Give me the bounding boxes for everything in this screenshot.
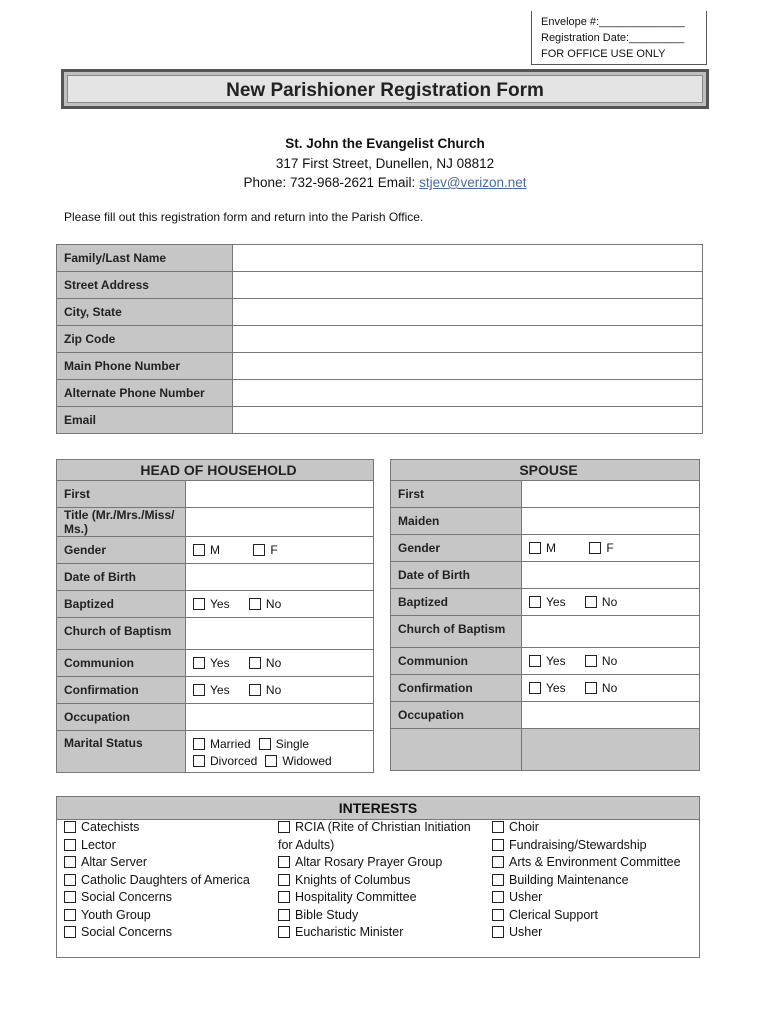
interest-label: Usher [509,890,543,904]
family-row [57,407,703,434]
sp-marital-blank [391,729,522,771]
interest-checkbox[interactable] [278,926,290,938]
instructions: Please fill out this registration form and return into the Parish Office. [64,210,424,224]
church-email-link[interactable]: stjev@verizon.net [419,175,527,190]
hh-baptized-label: Baptized [57,591,186,618]
interest-item-continuation: for Adults) [278,837,335,852]
interest-checkbox[interactable] [278,909,290,921]
hh-title-hint: (Mr./Mrs./Miss/ Ms.) [64,508,175,536]
family-row [57,353,703,380]
spouse-heading: SPOUSE [391,460,700,481]
sp-communion-yes-label: Yes [546,654,566,668]
head-of-household-table [56,459,374,773]
sp-communion-yes-checkbox[interactable] [529,655,541,667]
family-row [57,380,703,407]
interest-label: Choir [509,820,539,834]
hh-dob-input[interactable] [186,564,374,591]
hh-marital-status-options [186,731,374,773]
hh-confirmation-yes-label: Yes [210,683,230,697]
family-row [57,272,703,299]
interest-label: Catechists [81,820,140,834]
interest-item [492,854,681,872]
spouse-table [390,459,700,771]
sp-female-checkbox[interactable] [589,542,601,554]
interest-item [278,872,471,890]
interest-item [492,837,681,855]
family-field-input[interactable] [233,407,703,434]
interest-item [64,889,250,907]
hh-baptized-yes-label: Yes [210,597,230,611]
interests-section [56,796,700,958]
sp-baptized-yes-checkbox[interactable] [529,596,541,608]
hh-gender-label: Gender [57,537,186,564]
sp-confirmation-label: Confirmation [391,675,522,702]
interest-item [64,819,250,837]
sp-communion-options [522,648,700,675]
sp-confirmation-no-checkbox[interactable] [585,682,597,694]
hh-occupation-input[interactable] [186,704,374,731]
sp-baptized-options [522,589,700,616]
interest-checkbox[interactable] [278,891,290,903]
sp-confirmation-yes-label: Yes [546,681,566,695]
hh-title-input[interactable] [186,508,374,537]
hh-male-label: M [210,543,220,557]
hh-marital-status-label: Marital Status [57,731,186,773]
interest-label: Catholic Daughters of America [81,872,250,887]
widowed-checkbox[interactable] [265,755,277,767]
church-contact [0,173,770,192]
interest-item [278,819,471,837]
interest-item [278,854,471,872]
interest-item [64,872,250,890]
family-info-table [56,244,703,434]
sp-church-baptism-input[interactable] [522,616,700,648]
church-name: St. John the Evangelist Church [285,136,485,151]
family-row [57,299,703,326]
hh-occupation-label: Occupation [57,704,186,731]
interest-checkbox[interactable] [492,926,504,938]
interest-label: Social Concerns [81,925,173,939]
hh-baptized-options [186,591,374,618]
family-field-input[interactable] [233,380,703,407]
family-field-input[interactable] [233,299,703,326]
interests-column-3 [492,819,681,942]
interest-item [64,924,250,942]
interest-label: Hospitality Committee [295,890,417,904]
sp-gender-options [522,535,700,562]
family-field-label: Zip Code [57,326,233,353]
interest-checkbox[interactable] [492,891,504,903]
sp-maiden-label: Maiden [391,508,522,535]
interest-checkbox[interactable] [278,821,290,833]
hh-confirmation-no-checkbox[interactable] [249,684,261,696]
single-checkbox[interactable] [259,738,271,750]
interest-label: Arts & Environment Committee [509,855,681,869]
sp-baptized-no-checkbox[interactable] [585,596,597,608]
hh-dob-label: Date of Birth [57,564,186,591]
interest-checkbox[interactable] [492,839,504,851]
title-banner [61,69,709,109]
sp-confirmation-no-label: No [601,681,618,695]
interest-label: Bible Study [295,907,359,922]
sp-occupation-label: Occupation [391,702,522,729]
interest-item [278,907,471,925]
hh-communion-options [186,650,374,677]
family-field-label: Email [57,407,233,434]
head-of-household-heading: HEAD OF HOUSEHOLD [57,460,374,481]
interest-label: RCIA (Rite of Christian Initiation [295,820,471,834]
interest-item [492,819,681,837]
hh-female-label: F [270,543,278,557]
family-row [57,245,703,272]
interests-column-2-list [278,854,471,942]
interest-label: Clerical Support [509,907,598,922]
interest-checkbox[interactable] [64,909,76,921]
interest-item [492,872,681,890]
divorced-label: Divorced [210,753,258,768]
interest-checkbox[interactable] [492,856,504,868]
family-field-label: Alternate Phone Number [57,380,233,407]
hh-male-checkbox[interactable] [193,544,205,556]
interest-item [278,889,471,907]
hh-title-text: Title [64,508,89,522]
sp-communion-no-checkbox[interactable] [585,655,597,667]
interest-label: Social Concerns [81,890,173,904]
interest-checkbox[interactable] [64,839,76,851]
interest-item [64,907,250,925]
sp-occupation-input[interactable] [522,702,700,729]
church-phone: Phone: 732-968-2621 Email: [243,175,420,190]
interest-item [492,889,681,907]
hh-confirmation-label: Confirmation [57,677,186,704]
interest-checkbox[interactable] [278,874,290,886]
family-field-label: Main Phone Number [57,353,233,380]
interest-label: Youth Group [81,907,151,922]
family-row [57,326,703,353]
interest-checkbox[interactable] [64,874,76,886]
sp-female-label: F [606,541,614,555]
family-field-input[interactable] [233,353,703,380]
interest-checkbox[interactable] [492,874,504,886]
family-field-label: Family/Last Name [57,245,233,272]
interest-checkbox[interactable] [64,891,76,903]
widowed-label: Widowed [282,753,332,768]
form-title: New Parishioner Registration Form [67,75,703,103]
interest-item [64,837,250,855]
interest-label: Building Maintenance [509,872,629,887]
sp-communion-no-label: No [601,654,618,668]
interest-item [64,854,250,872]
interest-label: Usher [509,925,543,939]
hh-baptized-yes-checkbox[interactable] [193,598,205,610]
interest-checkbox[interactable] [64,856,76,868]
sp-first-label: First [391,481,522,508]
interests-column-2 [278,819,471,942]
family-field-input[interactable] [233,245,703,272]
sp-confirmation-yes-checkbox[interactable] [529,682,541,694]
office-use-note: FOR OFFICE USE ONLY [541,48,666,60]
family-field-label: City, State [57,299,233,326]
interest-label: Fundraising/Stewardship [509,837,647,852]
sp-marital-blank-value [522,729,700,771]
interest-label: Lector [81,837,116,852]
divorced-checkbox[interactable] [193,755,205,767]
married-label: Married [210,736,251,751]
sp-dob-label: Date of Birth [391,562,522,589]
sp-confirmation-options [522,675,700,702]
interest-checkbox[interactable] [278,856,290,868]
hh-gender-options [186,537,374,564]
single-label: Single [275,736,310,751]
sp-male-checkbox[interactable] [529,542,541,554]
hh-baptized-no-checkbox[interactable] [249,598,261,610]
hh-confirmation-options [186,677,374,704]
hh-communion-yes-checkbox[interactable] [193,657,205,669]
hh-baptized-no-label: No [265,597,282,611]
interest-item [492,907,681,925]
family-field-input[interactable] [233,272,703,299]
interest-item [492,924,681,942]
hh-female-checkbox[interactable] [253,544,265,556]
sp-baptized-yes-label: Yes [546,595,566,609]
interest-label: Knights of Columbus [295,872,411,887]
interest-checkbox[interactable] [492,821,504,833]
sp-dob-input[interactable] [522,562,700,589]
sp-first-input[interactable] [522,481,700,508]
hh-first-input[interactable] [186,481,374,508]
family-field-input[interactable] [233,326,703,353]
hh-confirmation-no-label: No [265,683,282,697]
hh-church-baptism-label: Church of Baptism [57,618,186,650]
hh-confirmation-yes-checkbox[interactable] [193,684,205,696]
hh-communion-yes-label: Yes [210,656,230,670]
interest-label: Eucharistic Minister [295,925,404,939]
interest-checkbox[interactable] [64,821,76,833]
hh-communion-label: Communion [57,650,186,677]
sp-male-label: M [546,541,556,555]
church-info [0,134,770,192]
sp-maiden-input[interactable] [522,508,700,535]
interest-item [278,924,471,942]
office-use-box [531,11,707,65]
sp-gender-label: Gender [391,535,522,562]
interest-label: Altar Rosary Prayer Group [295,855,443,869]
registration-date-field: Registration Date:_________ [541,32,685,44]
interest-label: Altar Server [81,855,147,869]
envelope-number-field: Envelope #:______________ [541,16,685,28]
hh-first-label: First [57,481,186,508]
interests-heading: INTERESTS [57,797,699,820]
interest-checkbox[interactable] [64,926,76,938]
interests-column-1 [64,819,250,942]
hh-church-baptism-input[interactable] [186,618,374,650]
sp-communion-label: Communion [391,648,522,675]
sp-church-baptism-label: Church of Baptism [391,616,522,648]
married-checkbox[interactable] [193,738,205,750]
sp-baptized-no-label: No [601,595,618,609]
sp-baptized-label: Baptized [391,589,522,616]
interest-checkbox[interactable] [492,909,504,921]
hh-communion-no-checkbox[interactable] [249,657,261,669]
hh-communion-no-label: No [265,656,282,670]
church-address: 317 First Street, Dunellen, NJ 08812 [275,156,495,171]
hh-title-label [57,508,186,537]
family-field-label: Street Address [57,272,233,299]
